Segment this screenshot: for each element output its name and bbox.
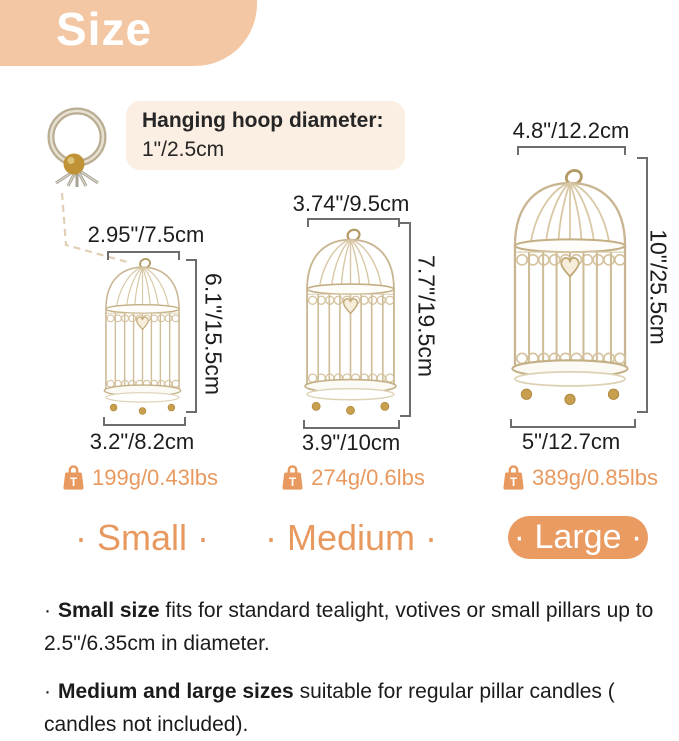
svg-text:T: T	[69, 474, 78, 489]
svg-text:T: T	[509, 474, 518, 489]
small-weight-value: 199g/0.43lbs	[92, 465, 218, 490]
note-rest-text: fits for standard tealight, votives or small pillars up to 2.5"/6.35cm in diameter.	[44, 599, 654, 655]
large-top-diameter: 4.8"/12.2cm	[512, 118, 630, 143]
header-size-badge	[0, 0, 257, 66]
svg-text:T: T	[288, 474, 297, 489]
note-bullet: ·	[44, 599, 51, 622]
small-height-line	[186, 259, 197, 413]
note-bold-text: Medium and large sizes	[58, 680, 294, 703]
weight-icon	[62, 465, 85, 492]
weight-icon	[502, 465, 525, 492]
medium-height: 7.7"/19.5cm	[413, 255, 440, 377]
medium-weight-value: 274g/0.6lbs	[311, 465, 425, 490]
label-medium: · Medium ·	[264, 517, 438, 558]
large-base-diameter: 5"/12.7cm	[521, 429, 621, 454]
large-base-bracket	[510, 419, 636, 428]
note-medium-large	[44, 675, 658, 741]
footnotes	[44, 594, 658, 741]
label-large-pill: · Large ·	[508, 516, 648, 559]
medium-base-diameter: 3.9"/10cm	[301, 430, 401, 455]
note-small-size	[44, 594, 658, 660]
hoop-callout-value: 1"/2.5cm	[142, 138, 225, 161]
large-top-bracket	[517, 146, 626, 155]
large-weight	[480, 463, 679, 493]
page-title: Size	[56, 3, 153, 55]
small-top-diameter: 2.95"/7.5cm	[87, 222, 205, 247]
large-weight-value: 389g/0.85lbs	[532, 465, 658, 490]
medium-base-bracket	[303, 420, 400, 429]
weight-icon	[281, 465, 304, 492]
label-small: · Small ·	[75, 517, 209, 558]
note-bullet: ·	[44, 680, 51, 703]
note-bold-text: Small size	[58, 599, 160, 622]
medium-top-bracket	[307, 218, 400, 227]
medium-top-diameter: 3.74"/9.5cm	[292, 191, 410, 216]
hoop-callout-heading: Hanging hoop diameter:	[142, 109, 384, 132]
large-cage-illustration	[506, 154, 634, 422]
note-rest-text: suitable for regular pillar candles ( candles not included).	[44, 680, 615, 736]
small-base-bracket	[103, 417, 186, 426]
small-cage-illustration	[100, 252, 185, 422]
small-height: 6.1"/15.5cm	[200, 273, 227, 395]
hoop-ring-icon	[26, 91, 125, 190]
small-base-diameter: 3.2"/8.2cm	[89, 429, 195, 454]
hoop-photo-badge	[26, 91, 125, 190]
hoop-diameter-callout	[126, 101, 405, 170]
small-top-bracket	[107, 251, 180, 260]
medium-cage-illustration	[300, 222, 401, 423]
medium-height-line	[400, 222, 411, 417]
large-height: 10"/25.5cm	[645, 229, 672, 345]
medium-weight	[253, 463, 453, 493]
small-weight	[40, 463, 240, 493]
